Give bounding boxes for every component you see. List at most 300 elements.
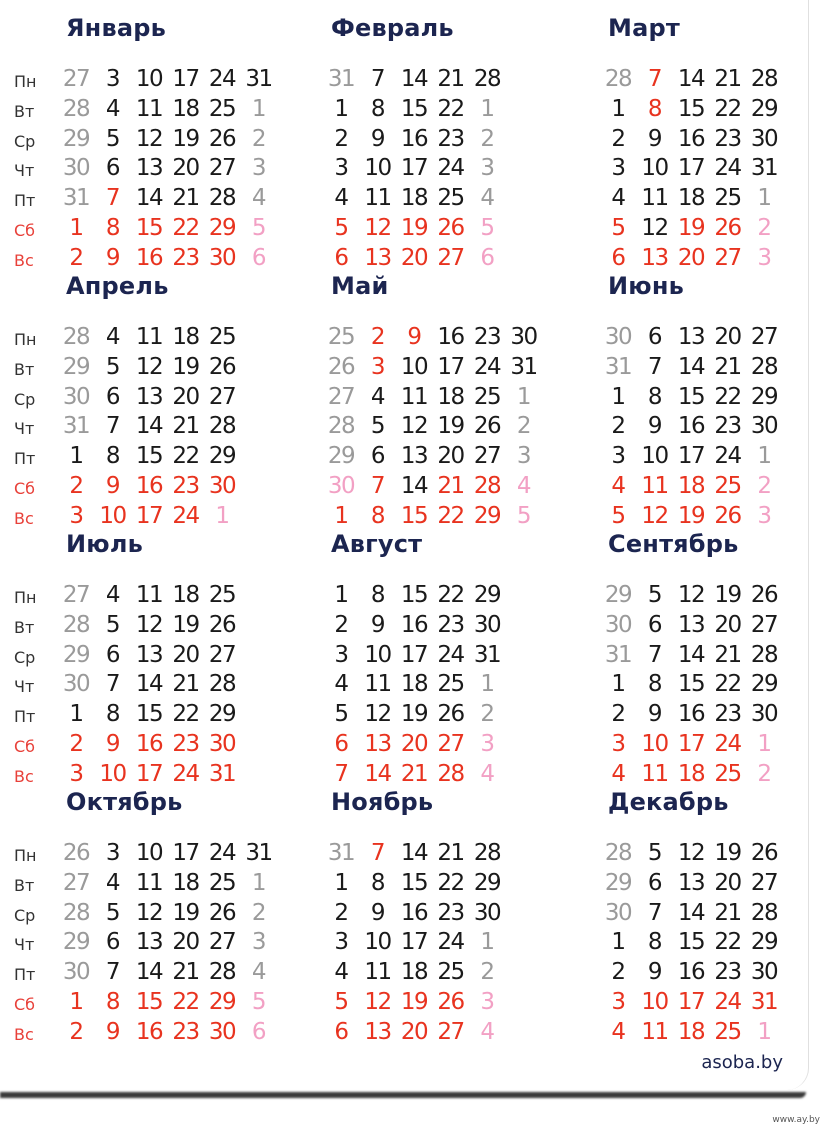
- day-cell: 9: [370, 611, 385, 638]
- day-cell: 29: [208, 701, 236, 728]
- weekday-label: Вт: [14, 617, 35, 637]
- day-cell: 23: [172, 1018, 199, 1045]
- day-cell: 5: [647, 582, 662, 608]
- day-cell: 19: [677, 502, 705, 529]
- day-cell: 7: [647, 66, 662, 92]
- day-cell: 20: [714, 611, 741, 638]
- day-cell: 15: [677, 671, 705, 698]
- day-cell: 30: [208, 731, 236, 757]
- day-cell: 27: [208, 383, 236, 410]
- day-cell: 4: [334, 671, 348, 698]
- day-cell: 10: [364, 641, 391, 668]
- day-cell: 20: [714, 869, 741, 896]
- day-cell: 7: [370, 473, 385, 499]
- day-cell: 19: [172, 611, 199, 638]
- day-cell: 6: [334, 731, 348, 757]
- day-cell: 10: [400, 353, 428, 380]
- day-cell: 26: [437, 701, 464, 728]
- day-cell: 23: [172, 473, 199, 499]
- day-cell: 3: [611, 989, 625, 1015]
- day-cell: 2: [69, 731, 83, 757]
- day-cell: 4: [611, 760, 625, 787]
- month-block: [604, 530, 828, 787]
- day-cell: 16: [135, 731, 163, 757]
- day-cell: 2: [69, 473, 83, 499]
- day-cell: 22: [172, 443, 199, 470]
- day-cell: 23: [172, 244, 199, 271]
- day-cell: 27: [62, 869, 90, 896]
- day-cell: 11: [364, 959, 391, 986]
- day-cell: 13: [364, 731, 391, 757]
- day-cell: 10: [364, 155, 391, 182]
- day-cell: 18: [172, 582, 199, 608]
- day-cell: 16: [677, 413, 705, 440]
- day-cell: 12: [677, 840, 705, 866]
- day-cell: 6: [334, 244, 348, 271]
- day-cell: 4: [516, 473, 531, 499]
- day-cell: 31: [62, 185, 90, 212]
- day-cell: 29: [62, 353, 90, 380]
- day-cell: 11: [364, 671, 391, 698]
- day-cell: 10: [641, 443, 668, 470]
- month-block: [14, 530, 336, 787]
- day-cell: 23: [473, 324, 501, 350]
- day-cell: 24: [208, 66, 236, 92]
- weekday-label: Пт: [14, 449, 36, 469]
- day-cell: 11: [400, 383, 428, 410]
- day-cell: 3: [480, 989, 494, 1015]
- day-cell: 27: [327, 383, 355, 410]
- day-cell: 16: [135, 1018, 163, 1045]
- weekday-label: Вс: [14, 250, 34, 270]
- day-cell: 17: [135, 502, 163, 529]
- day-cell: 4: [334, 959, 348, 986]
- day-cell: 14: [400, 473, 428, 499]
- day-cell: 17: [437, 353, 464, 380]
- day-cell: 29: [62, 125, 90, 152]
- day-cell: 19: [172, 899, 199, 926]
- day-cell: 6: [370, 443, 385, 470]
- day-cell: 15: [135, 443, 163, 470]
- day-cell: 19: [172, 125, 199, 152]
- day-cell: 24: [437, 641, 464, 668]
- day-cell: 18: [677, 473, 705, 499]
- weekday-label: Сб: [14, 995, 36, 1014]
- weekday-label: Вт: [14, 875, 35, 895]
- day-cell: 31: [750, 155, 778, 182]
- weekday-label: Ср: [14, 905, 36, 925]
- day-cell: 29: [750, 671, 778, 698]
- day-cell: 25: [327, 324, 355, 350]
- day-cell: 31: [510, 353, 537, 380]
- day-cell: 31: [327, 840, 355, 866]
- day-cell: 26: [714, 215, 741, 241]
- month-title: Май: [331, 272, 389, 300]
- day-cell: 29: [473, 502, 501, 529]
- day-cell: 10: [364, 929, 391, 956]
- day-cell: 27: [714, 244, 741, 271]
- day-cell: 2: [480, 125, 494, 152]
- day-cell: 28: [62, 95, 90, 122]
- day-cell: 8: [370, 869, 385, 896]
- day-cell: 24: [714, 989, 741, 1015]
- month-block: [331, 530, 601, 787]
- day-cell: 7: [647, 899, 662, 926]
- day-cell: 28: [208, 413, 236, 440]
- day-cell: 13: [677, 324, 705, 350]
- day-cell: 27: [437, 1018, 464, 1045]
- day-cell: 10: [135, 66, 163, 92]
- day-cell: 18: [172, 324, 199, 350]
- day-cell: 9: [647, 959, 662, 986]
- day-cell: 28: [62, 899, 90, 926]
- day-cell: 7: [647, 353, 662, 380]
- day-cell: 14: [135, 959, 163, 986]
- day-cell: 22: [714, 95, 741, 122]
- day-cell: 3: [334, 929, 348, 956]
- day-cell: 3: [757, 502, 771, 529]
- weekday-label: Пн: [14, 72, 37, 91]
- day-cell: 23: [437, 611, 464, 638]
- day-cell: 27: [208, 641, 236, 668]
- day-cell: 27: [750, 611, 778, 638]
- day-cell: 24: [714, 443, 741, 470]
- day-cell: 18: [400, 671, 428, 698]
- day-cell: 7: [370, 66, 385, 92]
- day-cell: 7: [105, 959, 120, 986]
- day-cell: 4: [105, 582, 120, 608]
- month-block: [327, 788, 601, 1045]
- day-cell: 4: [334, 185, 348, 212]
- day-cell: 2: [480, 959, 494, 986]
- day-cell: 29: [750, 95, 778, 122]
- day-cell: 6: [334, 1018, 348, 1045]
- day-cell: 28: [750, 899, 778, 926]
- month-title: Октябрь: [66, 788, 183, 816]
- day-cell: 9: [105, 473, 120, 499]
- day-cell: 1: [480, 671, 494, 698]
- day-cell: 30: [604, 324, 632, 350]
- day-cell: 11: [641, 185, 668, 212]
- day-cell: 23: [714, 701, 741, 728]
- day-cell: 7: [370, 840, 385, 866]
- month-title: Ноябрь: [331, 788, 434, 816]
- month-title: Сентябрь: [608, 530, 739, 558]
- day-cell: 1: [215, 502, 229, 529]
- day-cell: 15: [400, 95, 428, 122]
- day-cell: 12: [135, 611, 163, 638]
- day-cell: 14: [677, 641, 705, 668]
- day-cell: 27: [62, 66, 90, 92]
- day-cell: 10: [99, 760, 126, 787]
- day-cell: 12: [677, 582, 705, 608]
- day-cell: 17: [400, 929, 428, 956]
- day-cell: 3: [69, 760, 83, 787]
- day-cell: 29: [604, 869, 632, 896]
- day-cell: 8: [370, 95, 385, 122]
- day-cell: 18: [437, 383, 464, 410]
- day-cell: 21: [714, 899, 741, 926]
- day-cell: 5: [611, 215, 625, 241]
- day-cell: 8: [647, 929, 662, 956]
- day-cell: 28: [604, 840, 632, 866]
- day-cell: 12: [400, 413, 428, 440]
- day-cell: 3: [480, 731, 494, 757]
- day-cell: 18: [677, 185, 705, 212]
- weekday-label: Пт: [14, 191, 36, 211]
- day-cell: 5: [334, 701, 348, 728]
- day-cell: 31: [604, 353, 632, 380]
- day-cell: 10: [99, 502, 126, 529]
- weekday-label: Ср: [14, 131, 36, 151]
- day-cell: 3: [334, 155, 348, 182]
- day-cell: 23: [714, 959, 741, 986]
- weekday-label: Чт: [14, 677, 35, 697]
- month-block: [14, 272, 336, 529]
- day-cell: 2: [69, 244, 83, 271]
- weekday-label: Сб: [14, 479, 36, 498]
- day-cell: 9: [105, 244, 120, 271]
- day-cell: 5: [516, 502, 531, 529]
- month-title: Декабрь: [608, 788, 729, 816]
- day-cell: 10: [641, 731, 668, 757]
- day-cell: 1: [757, 731, 771, 757]
- day-cell: 21: [172, 671, 199, 698]
- day-cell: 19: [437, 413, 464, 440]
- day-cell: 3: [370, 353, 385, 380]
- month-block: [327, 272, 601, 529]
- day-cell: 7: [334, 760, 348, 787]
- day-cell: 4: [611, 1018, 625, 1045]
- day-cell: 19: [677, 215, 705, 241]
- day-cell: 16: [135, 473, 163, 499]
- watermark-stamp: www.ay.by: [772, 1115, 820, 1125]
- day-cell: 12: [364, 989, 391, 1015]
- day-cell: 3: [251, 929, 266, 956]
- day-cell: 14: [677, 353, 705, 380]
- day-cell: 3: [611, 443, 625, 470]
- day-cell: 2: [334, 125, 348, 152]
- day-cell: 11: [135, 869, 163, 896]
- day-cell: 29: [750, 929, 778, 956]
- day-cell: 5: [334, 989, 348, 1015]
- day-cell: 26: [208, 899, 236, 926]
- day-cell: 18: [677, 1018, 705, 1045]
- day-cell: 18: [400, 185, 428, 212]
- day-cell: 12: [135, 125, 163, 152]
- day-cell: 25: [437, 959, 464, 986]
- day-cell: 18: [677, 760, 705, 787]
- day-cell: 1: [516, 383, 531, 410]
- month-block: [604, 788, 828, 1045]
- day-cell: 9: [105, 1018, 120, 1045]
- day-cell: 2: [370, 324, 385, 350]
- day-cell: 29: [750, 383, 778, 410]
- day-cell: 23: [437, 899, 464, 926]
- day-cell: 30: [473, 899, 501, 926]
- month-title: Апрель: [66, 272, 169, 300]
- day-cell: 4: [611, 185, 625, 212]
- weekday-label: Пн: [14, 330, 37, 349]
- weekday-label: Пн: [14, 846, 37, 865]
- day-cell: 28: [208, 671, 236, 698]
- day-cell: 5: [105, 125, 120, 152]
- day-cell: 30: [208, 1018, 236, 1045]
- month-title: Август: [331, 530, 423, 558]
- day-cell: 8: [105, 701, 120, 728]
- day-cell: 29: [62, 641, 90, 668]
- day-cell: 25: [208, 582, 236, 608]
- day-cell: 7: [105, 413, 120, 440]
- day-cell: 30: [510, 324, 537, 350]
- day-cell: 31: [327, 66, 355, 92]
- day-cell: 18: [172, 869, 199, 896]
- day-cell: 27: [208, 155, 236, 182]
- day-cell: 14: [400, 66, 428, 92]
- day-cell: 10: [135, 840, 163, 866]
- day-cell: 8: [647, 383, 662, 410]
- day-cell: 8: [647, 95, 662, 122]
- day-cell: 20: [677, 244, 705, 271]
- day-cell: 21: [437, 473, 464, 499]
- weekday-label: Вс: [14, 1024, 34, 1044]
- day-cell: 26: [714, 502, 741, 529]
- day-cell: 29: [208, 215, 236, 241]
- day-cell: 24: [172, 502, 199, 529]
- weekday-label: Ср: [14, 647, 36, 667]
- day-cell: 21: [714, 66, 741, 92]
- day-cell: 15: [677, 95, 705, 122]
- day-cell: 22: [172, 989, 199, 1015]
- day-cell: 26: [437, 989, 464, 1015]
- day-cell: 29: [327, 443, 355, 470]
- day-cell: 18: [400, 959, 428, 986]
- day-cell: 22: [172, 215, 199, 241]
- day-cell: 16: [400, 125, 428, 152]
- day-cell: 19: [714, 582, 741, 608]
- weekday-label: Пт: [14, 707, 36, 727]
- day-cell: 29: [208, 443, 236, 470]
- day-cell: 5: [334, 215, 348, 241]
- day-cell: 23: [172, 731, 199, 757]
- day-cell: 14: [364, 760, 391, 787]
- day-cell: 14: [135, 185, 163, 212]
- day-cell: 3: [757, 244, 771, 271]
- day-cell: 14: [400, 840, 428, 866]
- day-cell: 24: [473, 353, 501, 380]
- day-cell: 14: [677, 899, 705, 926]
- day-cell: 20: [172, 641, 199, 668]
- day-cell: 4: [251, 959, 266, 986]
- day-cell: 3: [334, 641, 348, 668]
- day-cell: 19: [400, 989, 428, 1015]
- day-cell: 6: [105, 641, 120, 668]
- day-cell: 5: [370, 413, 385, 440]
- day-cell: 16: [135, 244, 163, 271]
- day-cell: 25: [714, 185, 741, 212]
- day-cell: 26: [62, 840, 90, 866]
- weekday-label: Ср: [14, 389, 36, 409]
- month-block: [604, 14, 828, 271]
- day-cell: 13: [677, 611, 705, 638]
- day-cell: 5: [105, 899, 120, 926]
- weekday-label: Вс: [14, 766, 34, 786]
- weekday-label: Пт: [14, 965, 36, 985]
- day-cell: 1: [69, 701, 83, 728]
- day-cell: 20: [400, 1018, 428, 1045]
- day-cell: 25: [714, 1018, 741, 1045]
- day-cell: 26: [208, 611, 236, 638]
- day-cell: 3: [611, 155, 625, 182]
- day-cell: 6: [480, 244, 494, 271]
- day-cell: 30: [62, 155, 90, 182]
- day-cell: 11: [135, 324, 163, 350]
- day-cell: 14: [677, 66, 705, 92]
- day-cell: 15: [135, 989, 163, 1015]
- day-cell: 4: [251, 185, 266, 212]
- day-cell: 11: [641, 760, 668, 787]
- day-cell: 31: [604, 641, 632, 668]
- day-cell: 2: [611, 413, 625, 440]
- day-cell: 16: [677, 125, 705, 152]
- day-cell: 15: [677, 929, 705, 956]
- day-cell: 23: [714, 125, 741, 152]
- day-cell: 28: [437, 760, 464, 787]
- day-cell: 27: [62, 582, 90, 608]
- day-cell: 5: [251, 989, 266, 1015]
- month-block: [14, 14, 336, 271]
- day-cell: 21: [437, 840, 464, 866]
- day-cell: 28: [750, 641, 778, 668]
- day-cell: 22: [714, 383, 741, 410]
- day-cell: 16: [437, 324, 464, 350]
- day-cell: 10: [641, 155, 668, 182]
- day-cell: 6: [105, 929, 120, 956]
- day-cell: 16: [400, 611, 428, 638]
- day-cell: 27: [750, 869, 778, 896]
- day-cell: 8: [647, 671, 662, 698]
- day-cell: 23: [437, 125, 464, 152]
- day-cell: 21: [714, 353, 741, 380]
- day-cell: 13: [135, 929, 163, 956]
- day-cell: 22: [437, 582, 464, 608]
- day-cell: 25: [437, 185, 464, 212]
- day-cell: 14: [135, 413, 163, 440]
- day-cell: 2: [611, 125, 625, 152]
- day-cell: 1: [334, 869, 348, 896]
- day-cell: 30: [750, 125, 778, 152]
- day-cell: 4: [105, 95, 120, 122]
- day-cell: 21: [172, 185, 199, 212]
- day-cell: 21: [714, 641, 741, 668]
- day-cell: 20: [400, 244, 428, 271]
- day-cell: 14: [135, 671, 163, 698]
- day-cell: 1: [611, 95, 625, 122]
- day-cell: 20: [172, 383, 199, 410]
- day-cell: 30: [750, 413, 778, 440]
- day-cell: 1: [757, 443, 771, 470]
- day-cell: 16: [677, 701, 705, 728]
- day-cell: 27: [208, 929, 236, 956]
- day-cell: 6: [251, 1018, 266, 1045]
- month-title: Июль: [66, 530, 143, 558]
- day-cell: 13: [135, 383, 163, 410]
- weekday-label: Вт: [14, 359, 35, 379]
- day-cell: 31: [208, 760, 236, 787]
- day-cell: 22: [437, 95, 464, 122]
- day-cell: 28: [327, 413, 355, 440]
- day-cell: 29: [604, 582, 632, 608]
